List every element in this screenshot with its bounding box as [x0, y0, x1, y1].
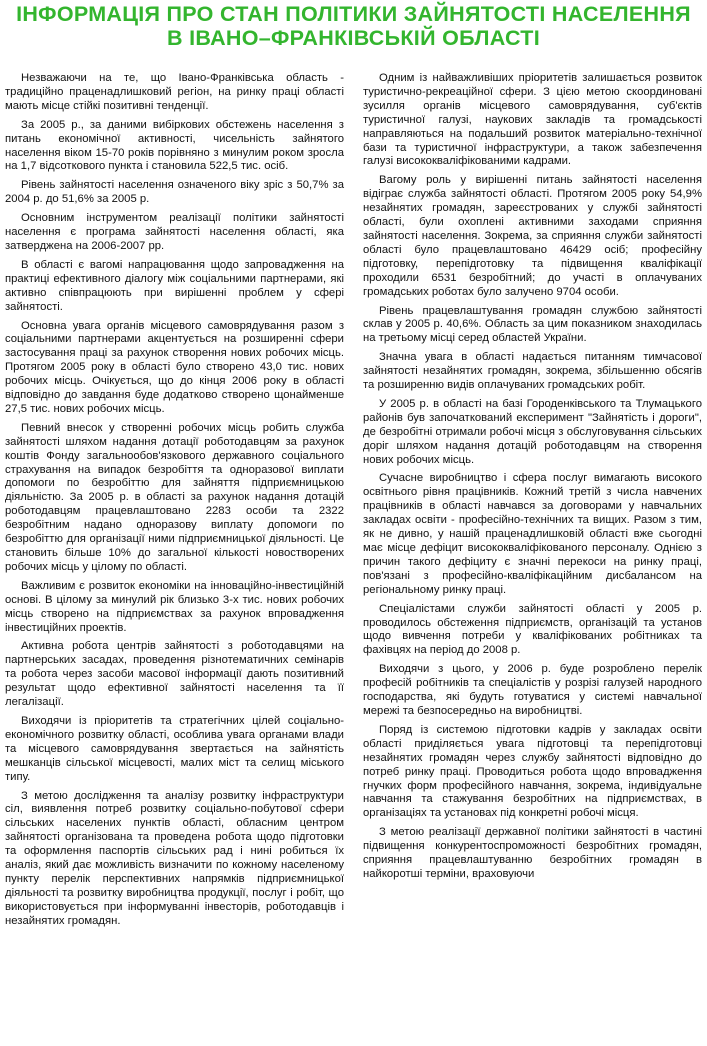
paragraph: В області є вагомі напрацювання щодо запровадження на практиці ефективного діалогу між соціальними партнерами, які активно співпрацюють при вирішенні проблем у сфері зайнятості.: [5, 258, 344, 313]
paragraph: Рівень працевлаштування громадян службою зайнятості склав у 2005 р. 40,6%. Область за цим показником знаходилась на третьому місці серед областей України.: [363, 304, 702, 345]
paragraph: З метою дослідження та аналізу розвитку інфраструктури сіл, виявлення потреб розвитку соціально-побутової сфери сільських населених пунктів області, обласним центром зайнятості організована та проведена робота щодо підготовки та оформлення паспортів сільських рад і нині робиться їх аналіз, який дає можливість визначити по кожному населеному пункту перелік перспективних напрямків підприємницької діяльності та розвитку виробництва продукції, послуг і робіт, що використовується при інформуванні інвесторів, роботодавців і незайнятих громадян.: [5, 789, 344, 927]
paragraph: Одним із найважливіших пріоритетів залишається розвиток туристично-рекреаційної сфери. З цією метою скоординовані зусилля органів місцевого самоврядування, суб'єктів туристичної галузі, наукових закладів та громадськості направляються на подальший розвиток матеріально-технічної бази та туристичної інфраструктури, а також забезпечення галузі висококваліфікованими кадрами.: [363, 72, 702, 168]
paragraph: Важливим є розвиток економіки на інноваційно-інвестиційній основі. В цілому за минулий рік близько 3-х тис. нових робочих місць створено на підприємствах за рахунок впровадження інвестиційних проектів.: [5, 579, 344, 634]
right-column: [363, 72, 702, 934]
paragraph: Основна увага органів місцевого самоврядування разом з соціальними партнерами акцентується на розширенні сфери застосування праці за рахунок створення нових робочих місць. Протягом 2005 року в області було створено 43,0 тис. нових робочих місць. Очікується, що до кінця 2006 року в області відповідно до завдання буде додатково створено щонайменше 27,5 тис. нових робочих місць.: [5, 319, 344, 415]
page-title: [0, 0, 707, 50]
paragraph: З метою реалізації державної політики зайнятості в частині підвищення конкурентоспроможності безробітних громадян, сприяння працевлаштуванню безробітних громадян в найкоротші терміни, враховуючи: [363, 826, 702, 880]
paragraph: Рівень зайнятості населення означеного віку зріс з 50,7% за 2004 р. до 51,6% за 2005 р.: [5, 179, 344, 206]
paragraph: Поряд із системою підготовки кадрів у закладах освіти області приділяється увага підготовці та перепідготовці незайнятих громадян через службу зайнятості відповідно до потреб ринку праці. Проводиться робота щодо впровадження гнучких форм професійного навчання, зокрема, індивідуальне навчання та стажування безробітних на підприємствах, в організаціях та установах під конкретні робочі місця.: [363, 723, 702, 820]
left-column: [5, 72, 344, 934]
paragraph: Основним інструментом реалізації політики зайнятості населення є програма зайнятості населення області, яка затверджена на 2006-2007 рр.: [5, 212, 344, 252]
title-line-2: В ІВАНО–ФРАНКІВСЬКІЙ ОБЛАСТІ: [166, 26, 541, 50]
paragraph: Вагому роль у вирішенні питань зайнятості населення відіграє служба зайнятості області. Протягом 2005 року 54,9% незайнятих громадян, зареєстрованих у службі зайнятості області, були охоплені активними заходами сприяння зайнятості населення. Зокрема, за сприяння служби зайнятості області було працевлаштовано 46429 осіб; професійну підготовку, перепідготовку та підвищення кваліфікації проходили 6531 безробітний; до участі в оплачуваних громадських роботах було залучено 9704 особи.: [363, 174, 702, 298]
paragraph: Активна робота центрів зайнятості з роботодавцями на партнерських засадах, проведення різнотематичних семінарів та робота через засоби масової інформації дають позитивний результат щодо ефективної зайнятості населення та її легалізації.: [5, 640, 344, 709]
paragraph: Виходячи з цього, у 2006 р. буде розроблено перелік професій робітників та спеціалістів у розрізі галузей народного господарства, які будуть готуватися у системі навчальної мережі та безпосередньо на виробництві.: [363, 663, 702, 717]
paragraph: Значна увага в області надається питанням тимчасової зайнятості незайнятих громадян, зокрема, збільшенню обсягів та розширенню видів оплачуваних громадських робіт.: [363, 351, 702, 392]
paragraph: Спеціалістами служби зайнятості області у 2005 р. проводилось обстеження підприємств, організацій та установ щодо вивчення потреби у кваліфікованих робітниках та фахівцях на період до 2008 р.: [363, 602, 702, 657]
paragraph: Незважаючи на те, що Івано-Франківська область - традиційно праценадлишковий регіон, на ринку праці області мають місце стійкі позитивні тенденції.: [5, 72, 344, 112]
paragraph: Виходячи із пріоритетів та стратегічних цілей соціально-економічного розвитку області, особлива увага органами влади та місцевого самоврядування звертається на зайнятість мешканців сільської місцевості, малих міст та селищ міського типу.: [5, 714, 344, 783]
paragraph: У 2005 р. в області на базі Городенківського та Тлумацького районів був започаткований експеримент "Зайнятість і дороги", де безробітні отримали робочі місця з обслуговування сільських доріг шляхом надання дотацій роботодавцям на створення нових робочих місць.: [363, 397, 702, 466]
article-columns: [5, 72, 702, 934]
title-line-1: ІНФОРМАЦІЯ ПРО СТАН ПОЛІТИКИ ЗАЙНЯТОСТІ НАСЕЛЕННЯ: [16, 2, 691, 26]
paragraph: За 2005 р., за даними вибіркових обстежень населення з питань економічної активності, чисельність зайнятого населення віком 15-70 років порівняно з минулим роком зросла на 1,7 відсоткового пункта і становила 522,5 тис. осіб.: [5, 118, 344, 173]
paragraph: Сучасне виробництво і сфера послуг вимагають високого освітнього рівня працівників. Кожний третій з числа навчених працівників в області навчався за договорами у навчальних закладах освіти - професійно-технічних та вищих. Разом з тим, як не дивно, у нашій праценадлишковій області вже сьогодні має місце дефіцит висококваліфікованого персоналу. Однією з причин такого дефіциту є значні перекоси на ринку праці, пов'язані з професійно-кваліфікаційним дисбалансом на регіональному ринку праці.: [363, 472, 702, 596]
paragraph: Певний внесок у створенні робочих місць робить служба зайнятості шляхом надання дотації роботодавцям за рахунок коштів Фонду загальнообов'язкового державного соціального страхування на випадок безробіття та одноразової виплати допомоги по безробіттю для зайняття підприємницькою діяльністю. За 2005 р. в області за рахунок надання дотацій роботодавцям працевлаштовано 2283 особи та 2322 безробітним надано одноразову виплату допомоги по безробіттю для організації ними підприємницької діяльності. Це становить більше 10% до загальної кількості новостворених робочих місць у цілому по області.: [5, 421, 344, 573]
